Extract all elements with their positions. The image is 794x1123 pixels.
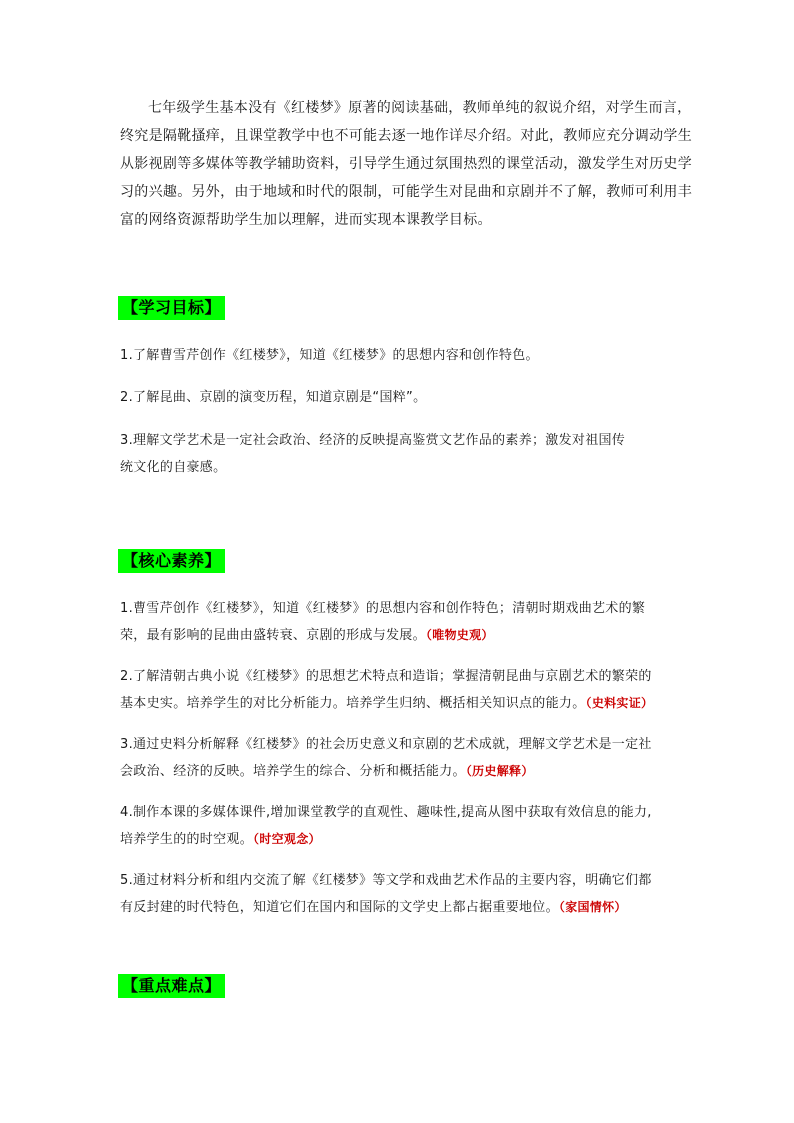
goal-item-text: 统文化的自豪感。: [120, 460, 227, 475]
core-item-text: 2.了解清朝古典小说《红楼梦》的思想艺术特点和造诣；掌握清朝昆曲与京剧艺术的繁荣的: [120, 669, 652, 684]
core-item: [120, 595, 700, 649]
goal-item: [120, 427, 700, 481]
section-heading-key-difficult-points: 【重点难点】: [118, 974, 225, 998]
literacy-tag: （历史解释）: [465, 764, 534, 778]
core-item-text: 有反封建的时代特色，知道它们在国内和国际的文学史上都占据重要地位。: [120, 900, 559, 915]
literacy-tag: （时空观念）: [253, 832, 321, 846]
core-item: [120, 799, 700, 853]
section-heading-learning-goals: 【学习目标】: [118, 296, 225, 320]
intro-line: 富的网络资源帮助学生加以理解，进而实现本课教学目标。: [120, 212, 492, 228]
literacy-tag: （史料实证）: [585, 696, 654, 710]
core-item-text: 3.通过史料分析解释《红楼梦》的社会历史意义和京剧的艺术成就，理解文学艺术是一定社: [120, 737, 652, 752]
goal-item: [120, 342, 700, 369]
core-item-text: 基本史实。培养学生的对比分析能力。培养学生归纳、概括相关知识点的能力。: [120, 696, 586, 711]
goal-item-text: 3.理解文学艺术是一定社会政治、经济的反映提高鉴赏文艺作品的素养；激发对祖国传: [120, 433, 626, 448]
core-item: [120, 867, 700, 921]
intro-line: 七年级学生基本没有《红楼梦》原著的阅读基础，教师单纯的叙说介绍，对学生而言，: [148, 100, 692, 116]
literacy-tag: （唯物史观）: [425, 628, 494, 642]
core-item: [120, 731, 700, 785]
core-item-text: 培养学生的的时空观。: [120, 832, 254, 847]
goal-item: [120, 384, 700, 411]
intro-line: 习的兴趣。另外，由于地域和时代的限制，可能学生对昆曲和京剧并不了解，教师可利用丰: [120, 184, 692, 200]
section-heading-core-literacy: 【核心素养】: [118, 549, 225, 573]
core-item: [120, 663, 700, 717]
core-item-text: 1.曹雪芹创作《红楼梦》，知道《红楼梦》的思想内容和创作特色；清朝时期戏曲艺术的繁: [120, 601, 646, 616]
intro-paragraph: [120, 94, 692, 234]
core-item-text: 5.通过材料分析和组内交流了解《红楼梦》等文学和戏曲艺术作品的主要内容，明确它们都: [120, 873, 652, 888]
core-item-text: 荣，最有影响的昆曲由盛转衰、京剧的形成与发展。: [120, 628, 426, 643]
core-item-text: 4.制作本课的多媒体课件,增加课堂教学的直观性、趣味性,提高从图中获取有效信息的能力,: [120, 805, 652, 820]
literacy-tag: （家国情怀）: [558, 900, 627, 914]
goal-item-text: 1.了解曹雪芹创作《红楼梦》，知道《红楼梦》的思想内容和创作特色。: [120, 348, 539, 363]
core-item-text: 会政治、经济的反映。培养学生的综合、分析和概括能力。: [120, 764, 466, 779]
intro-line: 终究是隔靴搔痒，且课堂教学中也不可能去逐一地作详尽介绍。对此，教师应充分调动学生: [120, 128, 692, 144]
goal-item-text: 2.了解昆曲、京剧的演变历程，知道京剧是“国粹”。: [120, 390, 427, 405]
intro-line: 从影视剧等多媒体等教学辅助资料，引导学生通过氛围热烈的课堂活动，激发学生对历史学: [120, 156, 692, 172]
